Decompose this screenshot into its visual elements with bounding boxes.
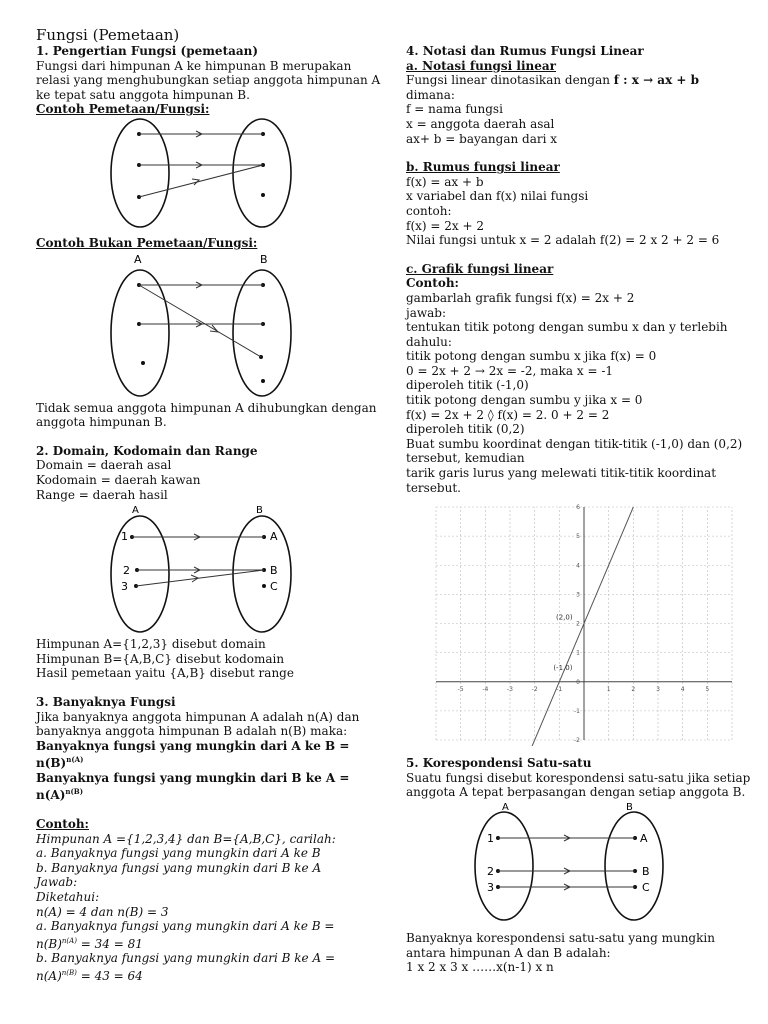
y-tick-label: 3 [576,591,580,599]
section1-heading: 1. Pengertian Fungsi (pemetaan) [36,44,259,58]
x-tick-label: 3 [656,685,660,693]
range-def: Range = daerah hasil [36,487,168,502]
a-2: 2 [487,865,494,878]
notasi-line1 [406,73,736,88]
grafik-line14: tersebut. [406,480,461,495]
section1-para-line3: ke tepat satu anggota himpunan B. [36,87,250,102]
section1-para-line1: Fungsi dari himpunan A ke himpunan B merupakan [36,58,352,73]
codomain-a: A [270,530,278,544]
grafik-line8: titik potong dengan sumbu y jika x = 0 [406,393,643,408]
y-tick-label: 6 [576,504,580,512]
kodomain-set: Himpunan B={A,B,C} disebut kodomain [36,651,285,666]
non-example-heading: Contoh Bukan Pemetaan/Fungsi: [36,235,258,250]
right-column [406,44,751,975]
s3-para2: banyaknya anggota himpunan B adalah n(B) maka: [36,724,348,739]
s3-para1: Jika banyaknya anggota himpunan A adalah n(A) dan [36,709,360,724]
formula-exp: n(B) [65,787,84,797]
notasi-line3: f = nama fungsi [406,102,503,117]
section3-heading: 3. Banyaknya Fungsi [36,694,176,709]
y-tick-label: 1 [576,649,580,657]
grafik-heading: c. Grafik fungsi linear [406,261,554,276]
range-set: Hasil pemetaan yaitu {A,B} disebut range [36,666,294,681]
y-tick-label: -2 [574,737,580,745]
left-column [36,26,381,984]
linear-function-graph [424,501,744,746]
domain-codomain-diagram [36,502,366,637]
ex-result: = 34 = 81 [76,936,143,951]
x-tick-label: 4 [680,685,685,693]
formula-base: n(A) [36,788,66,803]
rule-a-to-b-formula [36,753,366,771]
contoh-heading: Contoh: [36,817,89,832]
example-heading: Contoh Pemetaan/Fungsi: [36,102,210,117]
x-tick-label: 2 [631,685,636,693]
y-tick-label: 5 [576,533,580,541]
ex-line1: Himpunan A ={1,2,3,4} dan B={A,B,C}, carilah: [36,831,336,846]
ex-base: n(A) [36,969,62,983]
notasi-heading: a. Notasi fungsi linear [406,58,556,73]
grafik-line4: dahulu: [406,334,452,349]
grafik-line13: tarik garis lurus yang melewati titik-titik koordinat [406,466,717,481]
grafik-contoh: Contoh: [406,276,459,291]
set-b-label: B [256,505,263,517]
section2-heading: 2. Domain, Kodomain dan Range [36,443,258,458]
grafik-line3: tentukan titik potong dengan sumbu x dan y terlebih [406,320,728,335]
set-b-label: B [626,802,633,813]
ex-exp: n(B) [61,969,77,977]
s5-para2: anggota A tepat berpasangan dengan setiap anggota B. [406,785,746,800]
formula-base: n(B) [36,756,67,771]
y-tick-label: 4 [576,562,580,570]
grafik-line7: diperoleh titik (-1,0) [406,378,529,393]
ex-line6: n(A) = 4 dan n(B) = 3 [36,904,169,919]
formula-exp: n(A) [66,755,84,765]
set-a-label: A [502,802,509,813]
ex-result: = 43 = 64 [76,969,143,983]
x-tick-label: -3 [507,685,513,693]
ex-exp: n(A) [61,936,77,945]
point-label-x-intercept: (-1,0) [553,663,573,672]
domain-1: 1 [121,530,128,544]
y-tick-label: -1 [574,708,580,716]
set-a-label: A [134,252,142,266]
notasi-line4: x = anggota daerah asal [406,116,555,131]
x-tick-label: -1 [556,685,563,693]
x-tick-label: 1 [606,685,611,693]
rumus-line3: contoh: [406,203,452,218]
rumus-line1: f(x) = ax + b [406,174,484,189]
b-c: C [642,881,650,894]
ex-line10 [36,966,366,984]
section4-heading: 4. Notasi dan Rumus Fungsi Linear [406,44,644,58]
b-a: A [640,832,648,845]
section5-heading: 5. Korespondensi Satu-satu [406,756,592,771]
y-tick-labels [574,504,580,744]
s5-q3: 1 x 2 x 3 x ……x(n-1) x n [406,960,554,975]
notasi-line5: ax+ b = bayangan dari x [406,131,558,146]
section1-para-line2: relasi yang menghubungkan setiap anggota himpunan A [36,73,381,88]
mapping-example-diagram [36,117,366,232]
rumus-line5: Nilai fungsi untuk x = 2 adalah f(2) = 2 x 2 + 2 = 6 [406,233,720,248]
ex-line4: Jawab: [36,875,78,890]
grafik-line12: tersebut, kemudian [406,451,525,466]
one-to-one-diagram [406,800,736,925]
note-line2: anggota himpunan B. [36,415,167,430]
grafik-line6: 0 = 2x + 2 → 2x = -2, maka x = -1 [406,363,614,378]
a-1: 1 [487,832,494,845]
y-tick-label: 2 [576,620,580,628]
ex-line2: a. Banyaknya fungsi yang mungkin dari A ke B [36,846,321,861]
note-line1: Tidak semua anggota himpunan A dihubungkan dengan [36,400,377,415]
notasi-line2: dimana: [406,87,455,102]
x-tick-label: -4 [482,685,489,693]
page-title: Fungsi (Pemetaan) [36,26,180,44]
grafik-line2: jawab: [406,305,447,320]
grafik-line5: titik potong dengan sumbu x jika f(x) = 0 [406,349,657,364]
y-tick-label: 0 [576,678,580,686]
codomain-b: B [270,564,278,578]
domain-def: Domain = daerah asal [36,458,172,473]
rumus-line2: x variabel dan f(x) nilai fungsi [406,189,589,204]
set-b-label: B [260,252,268,266]
ex-line8 [36,934,366,952]
arrows [139,131,263,197]
x-tick-label: -2 [531,685,538,693]
rule-b-to-a: Banyaknya fungsi yang mungkin dari B ke A = [36,770,350,785]
b-b: B [642,865,650,878]
point-label-y-intercept: (2,0) [556,613,573,622]
x-tick-label: 5 [705,685,710,693]
grafik-line9: f(x) = 2x + 2 ◊ f(x) = 2. 0 + 2 = 2 [406,407,610,422]
rule-a-to-b: Banyaknya fungsi yang mungkin dari A ke B = [36,738,350,753]
grafik-line1: gambarlah grafik fungsi f(x) = 2x + 2 [406,290,635,305]
a-3: 3 [487,881,494,894]
rumus-line4: f(x) = 2x + 2 [406,218,484,233]
rumus-heading: b. Rumus fungsi linear [406,160,560,175]
rule-b-to-a-formula [36,785,366,803]
notasi-formula: f : x → ax + b [613,73,700,88]
domain-set: Himpunan A={1,2,3} disebut domain [36,637,266,652]
s5-q2: antara himpunan A dan B adalah: [406,945,611,960]
ex-line3: b. Banyaknya fungsi yang mungkin dari B ke A [36,860,322,875]
s5-q1: Banyaknya korespondensi satu-satu yang mungkin [406,931,715,945]
s5-para1: Suatu fungsi disebut korespondensi satu-satu jika setiap [406,770,751,785]
non-mapping-diagram [36,251,366,401]
ex-line5: Diketahui: [36,890,100,905]
grafik-line10: diperoleh titik (0,2) [406,422,525,437]
codomain-c: C [270,580,278,594]
domain-2: 2 [123,564,130,578]
set-a-label: A [132,505,139,517]
ex-base: n(B) [36,936,62,951]
kodomain-def: Kodomain = daerah kawan [36,472,201,487]
x-tick-label: -5 [457,685,464,693]
ex-line7: a. Banyaknya fungsi yang mungkin dari A ke B = [36,919,335,934]
notasi-text: Fungsi linear dinotasikan dengan [406,73,614,88]
grafik-line11: Buat sumbu koordinat dengan titik-titik (-1,0) dan (0,2) [406,436,743,451]
ex-line9: b. Banyaknya fungsi yang mungkin dari B ke A = [36,951,335,966]
domain-3: 3 [121,580,128,594]
